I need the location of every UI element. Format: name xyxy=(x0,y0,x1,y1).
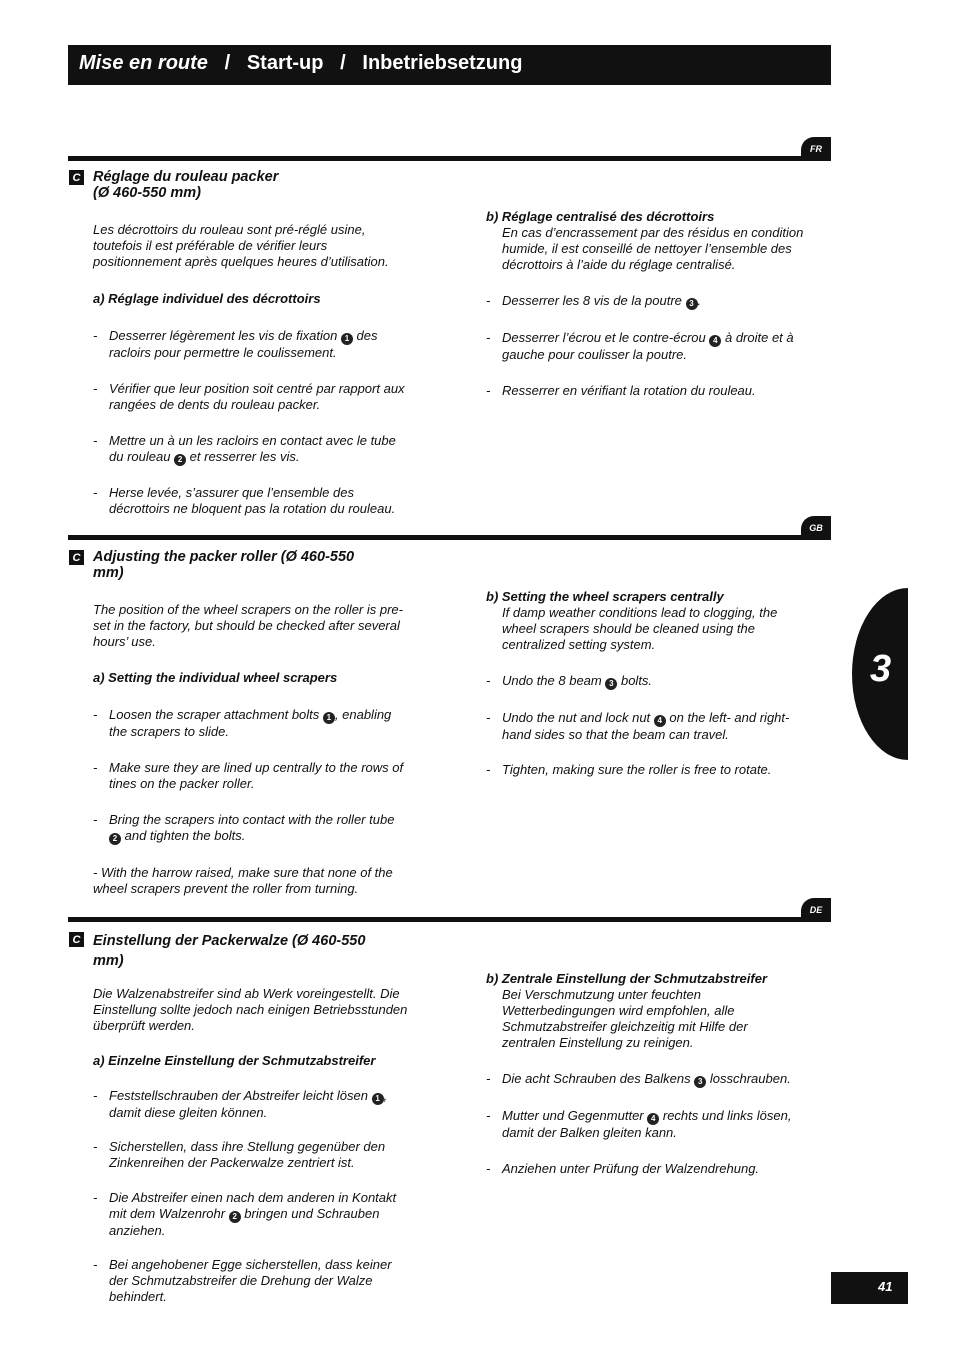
list-item: - Desserrer l’écrou et le contre-écrou 4 à droite et à gauche pour coulisser la poutre. xyxy=(486,330,794,362)
list-item: - Die Abstreifer einen nach dem anderen in Kontakt mit dem Walzenrohr 2 bringen und Schrauben anziehen. xyxy=(93,1190,397,1238)
number-4-badge: 4 xyxy=(647,1113,659,1125)
number-3-badge: 3 xyxy=(686,298,698,310)
section-title-de: Einstellung der Packerwalze (Ø 460-550 mm) xyxy=(93,933,366,969)
list-item: - Vérifier que leur position soit centré par rapport aux rangées de dents du rouleau packer. xyxy=(93,381,405,412)
section-title-fr xyxy=(93,169,423,201)
page-number: 41 xyxy=(878,1279,893,1294)
header-title-fr: Mise en route xyxy=(79,52,208,74)
number-1-badge: 1 xyxy=(341,333,353,345)
subheading-a-de: a) Einzelne Einstellung der Schmutzabstreifer xyxy=(93,1053,376,1068)
section-marker-de: C xyxy=(69,932,84,947)
header-title xyxy=(79,52,522,75)
number-2-badge: 2 xyxy=(109,833,121,845)
list-item: - Feststellschrauben der Abstreifer leicht lösen 1 , damit diese gleiten können. xyxy=(93,1088,388,1120)
list-item: - Desserrer légèrement les vis de fixation 1 des racloirs pour permettre le coulissement. xyxy=(93,328,378,360)
number-4-badge: 4 xyxy=(654,715,666,727)
section-title-line: Réglage du rouleau packer xyxy=(93,169,279,185)
list-item: - Tighten, making sure the roller is free to rotate. xyxy=(486,762,772,777)
number-3-badge: 3 xyxy=(694,1076,706,1088)
section-rule-gb xyxy=(68,535,831,540)
subheading-b-gb: b) Setting the wheel scrapers centrally xyxy=(486,589,724,604)
list-item: - Mettre un à un les racloirs en contact avec le tube du rouleau 2 et resserrer les vis. xyxy=(93,433,396,464)
subheading-b-fr: b) Réglage centralisé des décrottoirs xyxy=(486,209,715,224)
number-2-badge: 2 xyxy=(174,454,186,466)
lang-tag-fr: FR xyxy=(801,137,831,161)
list-item: - Desserrer les 8 vis de la poutre 3 . xyxy=(486,293,702,308)
list-item: - Bring the scrapers into contact with the roller tube 2 and tighten the bolts. xyxy=(93,812,395,843)
number-2-badge: 2 xyxy=(229,1211,241,1223)
intro-line: Les décrottoirs du rouleau sont pré-réglé usine, xyxy=(93,222,366,237)
header-separator: / xyxy=(340,52,346,74)
intro-b-de: Bei Verschmutzung unter feuchten Wetterbedingungen wird empfohlen, alle Schmutzabstreifer gleichzeitig mit Hilfe der zentralen Einstellung zu reinigen. xyxy=(502,987,748,1050)
subheading-a-fr: a) Réglage individuel des décrottoirs xyxy=(93,291,321,306)
list-item: - Anziehen unter Prüfung der Walzendrehung. xyxy=(486,1161,760,1176)
list-item: - Undo the nut and lock nut 4 on the left- and right- hand sides so that the beam can travel. xyxy=(486,710,790,742)
lang-tag-gb: GB xyxy=(801,516,831,540)
section-marker-fr: C xyxy=(69,170,84,185)
list-item: - Bei angehobener Egge sicherstellen, dass keiner der Schmutzabstreifer die Drehung der Walze behindert. xyxy=(93,1257,392,1304)
list-item: - With the harrow raised, make sure that none of the wheel scrapers prevent the roller from turning. xyxy=(93,865,393,896)
section-marker-gb: C xyxy=(69,550,84,565)
page-number-box xyxy=(831,1272,908,1304)
list-item: - Die acht Schrauben des Balkens 3 losschrauben. xyxy=(486,1071,791,1086)
subheading-a-gb: a) Setting the individual wheel scrapers xyxy=(93,670,338,685)
intro-b-fr: En cas d’encrassement par des résidus en condition humide, il est conseillé de nettoyer l’ensemble des décrottoirs à l’aide du réglage centralisé. xyxy=(502,225,804,272)
intro-fr xyxy=(93,222,389,270)
subheading-b-de: b) Zentrale Einstellung der Schmutzabstreifer xyxy=(486,971,767,986)
header-title-de: Inbetriebsetzung xyxy=(362,52,523,74)
number-4-badge: 4 xyxy=(709,335,721,347)
list-item: - Undo the 8 beam 3 bolts. xyxy=(486,673,653,688)
list-item: - Herse levée, s’assurer que l’ensemble des décrottoirs ne bloquent pas la rotation du rouleau. xyxy=(93,485,396,516)
header-title-gb: Start-up xyxy=(246,52,324,74)
header-separator: / xyxy=(224,52,231,74)
section-title-gb: Adjusting the packer roller (Ø 460-550 mm) xyxy=(93,549,355,581)
list-item: - Mutter und Gegenmutter 4 rechts und links lösen, damit der Balken gleiten kann. xyxy=(486,1108,792,1140)
section-title-line: (Ø 460-550 mm) xyxy=(93,185,201,201)
list-item: - Loosen the scraper attachment bolts 1 , enabling the scrapers to slide. xyxy=(93,707,392,739)
section-rule-fr xyxy=(68,156,831,161)
intro-b-gb: If damp weather conditions lead to clogging, the wheel scrapers should be cleaned using the centralized setting system. xyxy=(502,605,778,652)
lang-tag-de: DE xyxy=(801,898,831,922)
list-item: - Make sure they are lined up centrally to the rows of tines on the packer roller. xyxy=(93,760,404,791)
intro-gb: The position of the wheel scrapers on the roller is pre- set in the factory, but should be checked after several hours’ use. xyxy=(93,602,403,649)
section-rule-de xyxy=(68,917,831,922)
list-item: - Sicherstellen, dass ihre Stellung gegenüber den Zinkenreihen der Packerwalze zentriert ist. xyxy=(93,1139,386,1170)
list-item: - Resserrer en vérifiant la rotation du rouleau. xyxy=(486,383,756,398)
chapter-number: 3 xyxy=(870,648,892,690)
number-1-badge: 1 xyxy=(323,712,335,724)
number-1-badge: 1 xyxy=(372,1093,384,1105)
intro-line: positionnement après quelques heures d’utilisation. xyxy=(93,254,389,269)
intro-line: toutefois il est préférable de vérifier leurs xyxy=(93,238,328,253)
number-3-badge: 3 xyxy=(605,678,617,690)
intro-de: Die Walzenabstreifer sind ab Werk voreingestellt. Die Einstellung sollte jedoch nach einigen Betriebsstunden überprüft werden. xyxy=(93,986,408,1033)
page-header xyxy=(68,45,831,85)
